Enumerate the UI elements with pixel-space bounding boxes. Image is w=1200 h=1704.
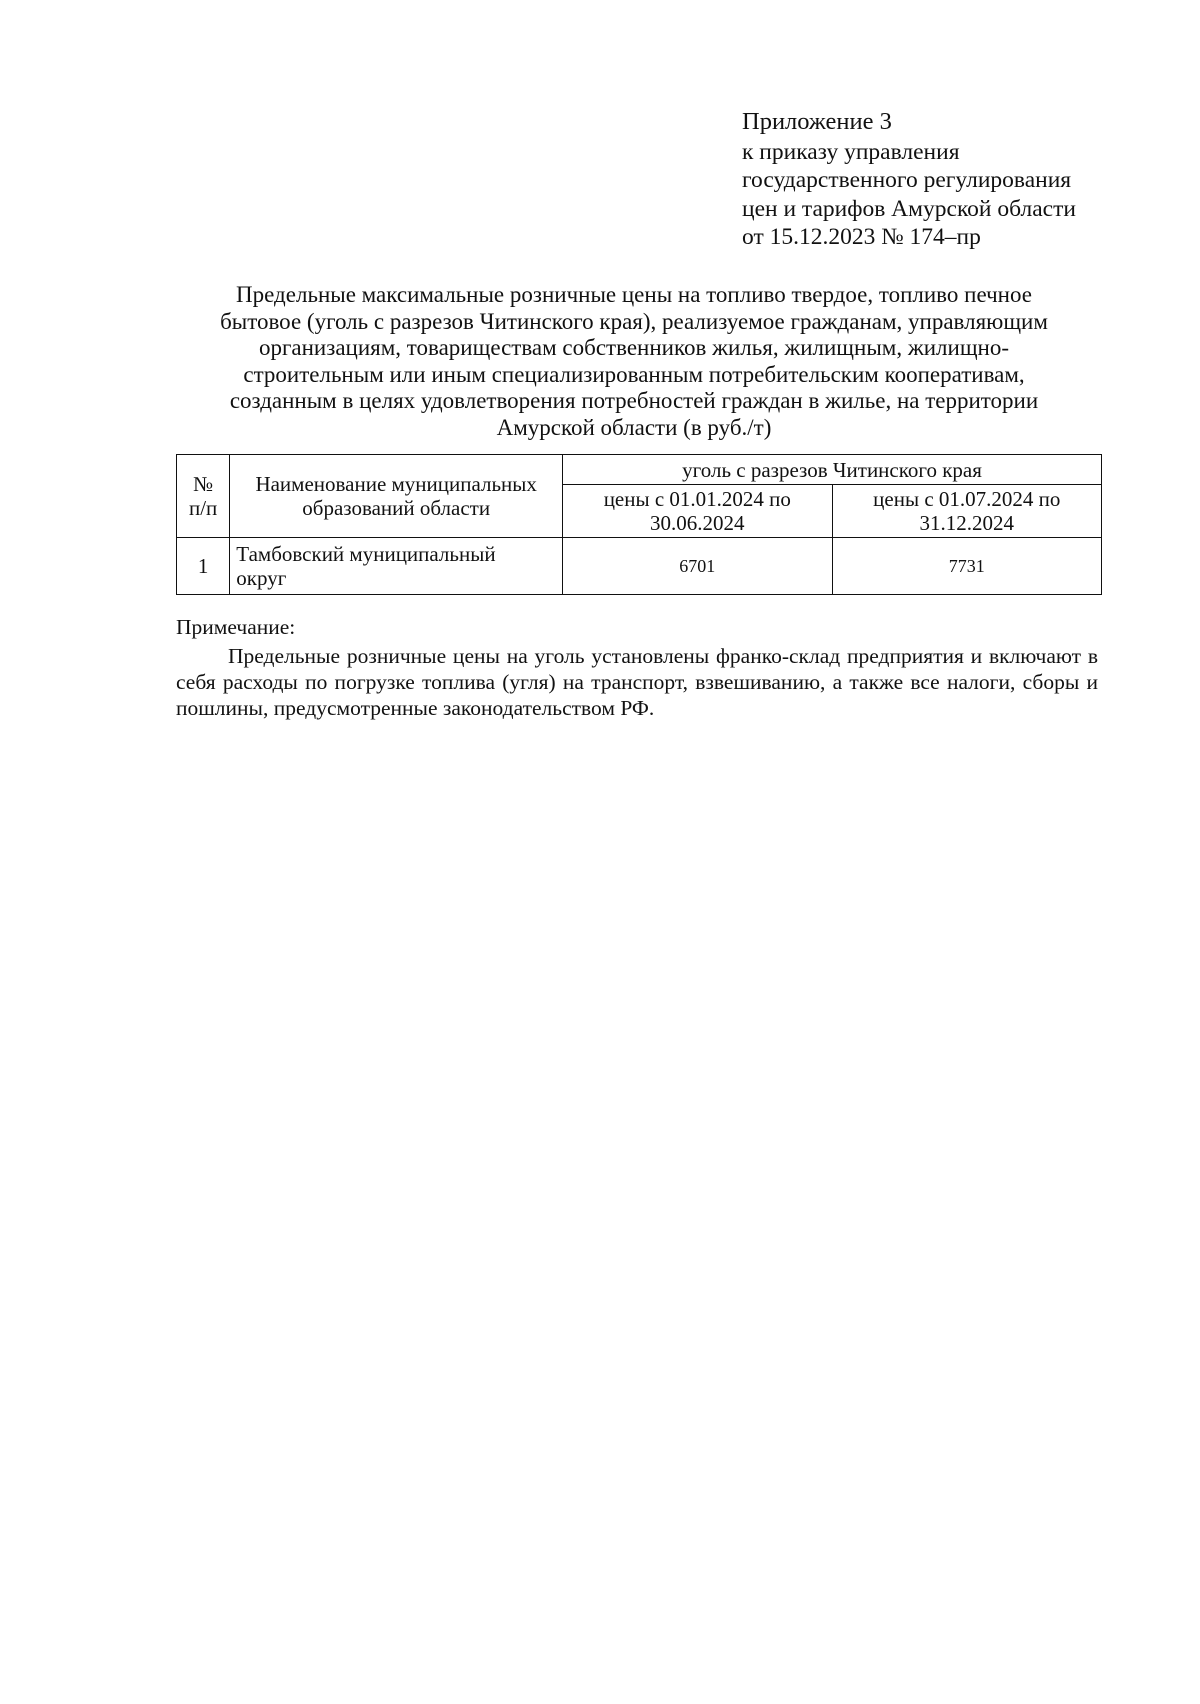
title-line: созданным в целях удовлетворения потребностей граждан в жилье, на территории: [229, 388, 1039, 413]
header-municipality-line: Наименование муниципальных: [255, 472, 537, 496]
annex-block: [742, 108, 1142, 252]
title-line: Предельные максимальные розничные цены на топливо твердое, топливо печное: [236, 282, 1032, 307]
row-price-period-2: 7731: [832, 538, 1101, 595]
header-period-line: цены с 01.07.2024 по: [873, 487, 1061, 511]
note-text: Предельные розничные цены на уголь установлены франко-склад предприятия и включают в себя расходы по погрузке топлива (угля) на транспорт, взвешиванию, а также все налоги, сборы и пошлины, предусмотренные законодательством РФ.: [176, 644, 1098, 720]
header-coal-group: уголь с разрезов Читинского края: [563, 455, 1102, 485]
header-municipality: [230, 455, 563, 538]
title-line: строительным или иным специализированным потребительским кооперативам,: [243, 361, 1025, 387]
header-number: [177, 455, 230, 538]
title-line: Амурской области (в руб./т): [496, 414, 772, 440]
annex-line: государственного регулирования: [742, 167, 1072, 193]
note-title: Примечание:: [176, 615, 296, 639]
row-municipality-line: Тамбовский муниципальный: [236, 542, 496, 566]
header-period-line: 30.06.2024: [650, 511, 745, 535]
note-block: [176, 614, 1098, 721]
row-number: 1: [177, 538, 230, 595]
table-row: [177, 538, 1102, 595]
row-municipality-line: округ: [236, 566, 287, 590]
annex-line: цен и тарифов Амурской области: [742, 195, 1076, 222]
header-period-line: цены с 01.01.2024 по: [603, 487, 791, 511]
annex-order-reference: от 15.12.2023 № 174–пр: [742, 224, 981, 250]
header-number-line: №: [193, 472, 214, 496]
header-municipality-line: образований области: [302, 496, 491, 520]
header-period-line: 31.12.2024: [919, 511, 1015, 535]
header-period-2: [832, 485, 1101, 538]
annex-line: к приказу управления: [742, 138, 960, 165]
title-line: бытовое (уголь с разрезов Читинского края), реализуемое гражданам, управляющим: [220, 308, 1048, 334]
title-line: организациям, товариществам собственников жилья, жилищным, жилищно-: [258, 335, 1009, 360]
row-price-period-1: 6701: [563, 538, 832, 595]
header-number-line: п/п: [188, 496, 218, 520]
header-period-1: [563, 485, 832, 538]
document-title: [170, 282, 1098, 441]
table-header-row: [177, 455, 1102, 485]
price-table: [176, 454, 1102, 595]
row-municipality: [230, 538, 563, 595]
annex-title: Приложение 3: [742, 108, 892, 135]
